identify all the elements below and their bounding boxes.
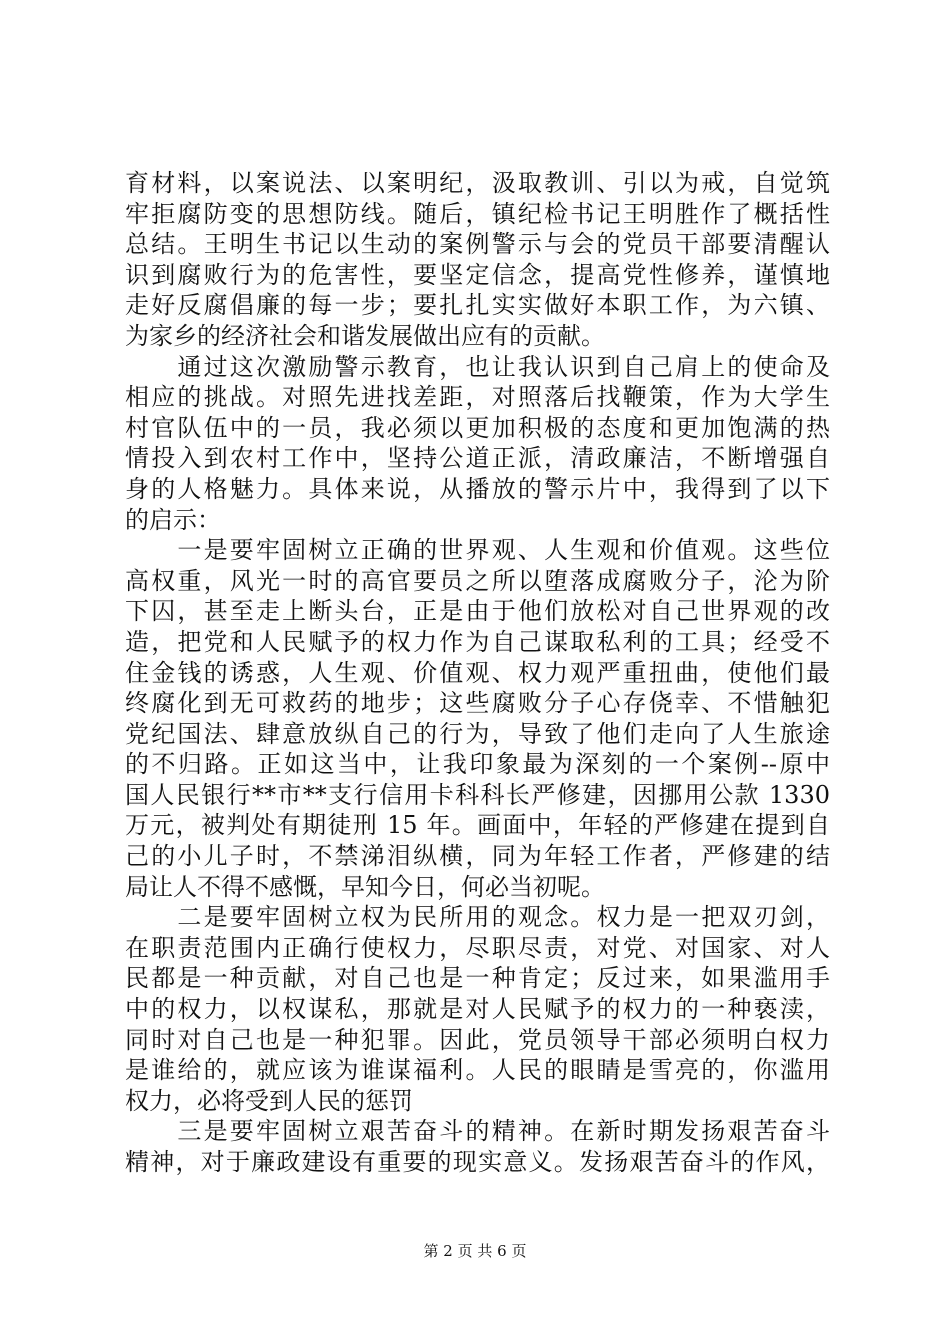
text-line: 的启示： (125, 505, 221, 534)
text-line: 同时对自己也是一种犯罪。因此，党员领导干部必须明白权力 (125, 1025, 830, 1054)
page-footer: 第 2 页 共 6 页 (423, 1242, 527, 1260)
text-line: 是谁给的，就应该为谁谋福利。人民的眼睛是雪亮的，你滥用 (125, 1056, 830, 1085)
text-line: 国人民银行**市**支行信用卡科科长严修建，因挪用公款 1330 (125, 780, 830, 809)
text-line: 一是要牢固树立正确的世界观、人生观和价值观。这些位 (125, 536, 830, 565)
text-line: 情投入到农村工作中，坚持公道正派，清政廉洁，不断增强自 (125, 444, 830, 473)
text-line: 三是要牢固树立艰苦奋斗的精神。在新时期发扬艰苦奋斗 (125, 1117, 830, 1146)
text-line: 身的人格魅力。具体来说，从播放的警示片中，我得到了以下 (125, 474, 830, 503)
text-line: 己的小儿子时，不禁涕泪纵横，同为年轻工作者，严修建的结 (125, 842, 830, 871)
text-line: 在职责范围内正确行使权力，尽职尽责，对党、对国家、对人 (125, 933, 830, 962)
text-line: 精神，对于廉政建设有重要的现实意义。发扬艰苦奋斗的作风， (125, 1148, 830, 1176)
text-line: 村官队伍中的一员，我必须以更加积极的态度和更加饱满的热 (125, 413, 830, 442)
text-line: 终腐化到无可救药的地步；这些腐败分子心存侥幸、不惜触犯 (125, 689, 830, 718)
text-line: 为家乡的经济社会和谐发展做出应有的贡献。 (125, 321, 605, 350)
text-line: 中的权力，以权谋私，那就是对人民赋予的权力的一种亵渎， (125, 995, 830, 1024)
text-line: 二是要牢固树立权为民所用的观念。权力是一把双刃剑， (125, 903, 830, 932)
text-line: 牢拒腐防变的思想防线。随后，镇纪检书记王明胜作了概括性 (125, 199, 830, 228)
text-line: 的不归路。正如这当中，让我印象最为深刻的一个案例--原中 (125, 750, 830, 779)
text-line: 党纪国法、肆意放纵自己的行为，导致了他们走向了人生旅途 (125, 719, 830, 748)
text-line: 相应的挑战。对照先进找差距，对照落后找鞭策，作为大学生 (125, 383, 830, 412)
text-line: 高权重，风光一时的高官要员之所以堕落成腐败分子，沦为阶 (125, 566, 830, 595)
text-line: 民都是一种贡献，对自己也是一种肯定；反过来，如果滥用手 (125, 964, 830, 993)
text-line: 局让人不得不感慨，早知今日，何必当初呢。 (125, 872, 605, 901)
text-line: 通过这次激励警示教育，也让我认识到自己肩上的使命及 (125, 352, 830, 381)
text-line: 权力，必将受到人民的惩罚 (125, 1086, 413, 1115)
text-line: 识到腐败行为的危害性，要坚定信念，提高党性修养，谨慎地 (125, 260, 830, 289)
text-line: 育材料，以案说法、以案明纪，汲取教训、引以为戒，自觉筑 (125, 169, 830, 197)
text-line: 走好反腐倡廉的每一步；要扎扎实实做好本职工作，为六镇、 (125, 291, 830, 320)
text-line: 万元，被判处有期徒刑 15 年。画面中，年轻的严修建在提到自 (125, 811, 830, 840)
text-line: 造，把党和人民赋予的权力作为自己谋取私利的工具；经受不 (125, 627, 830, 656)
text-line: 住金钱的诱惑，人生观、价值观、权力观严重扭曲，使他们最 (125, 658, 830, 687)
body-text (125, 168, 830, 1178)
text-line: 总结。王明生书记以生动的案例警示与会的党员干部要清醒认 (125, 230, 830, 259)
text-line: 下囚，甚至走上断头台，正是由于他们放松对自己世界观的改 (125, 597, 830, 626)
